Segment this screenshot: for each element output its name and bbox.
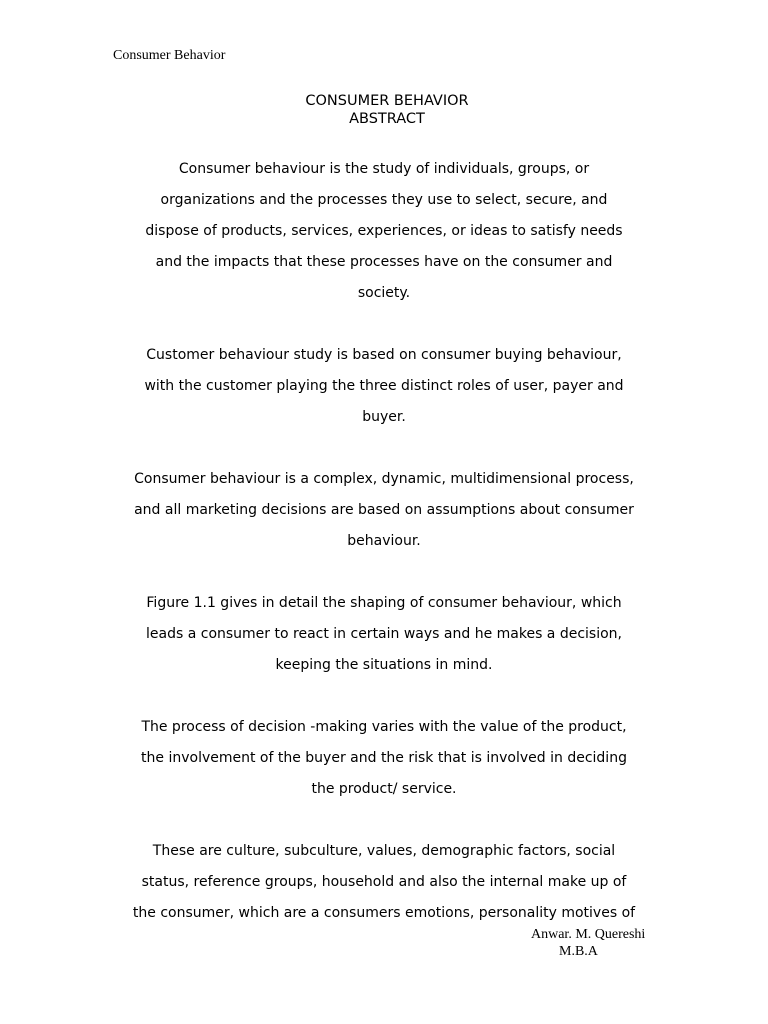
paragraph-5 (100, 712, 668, 805)
title-line-1: CONSUMER BEHAVIOR (305, 93, 469, 109)
paragraph-1 (100, 154, 668, 309)
text-line: the involvement of the buyer and the risk that is involved in deciding (141, 750, 627, 766)
paragraph-6 (100, 836, 668, 924)
footer-degree: M.B.A (559, 944, 598, 959)
paragraph-4 (100, 588, 668, 681)
paragraph-3 (100, 464, 668, 557)
text-line: The process of decision -making varies with the value of the product, (141, 719, 627, 735)
running-header: Consumer Behavior (113, 48, 226, 63)
paragraph-2 (100, 340, 668, 433)
text-line: Consumer behaviour is the study of individuals, groups, or (178, 161, 590, 177)
text-line: and the impacts that these processes have on the consumer and (155, 254, 613, 270)
text-line: with the customer playing the three distinct roles of user, payer and (144, 378, 624, 394)
page-footer (531, 926, 645, 960)
text-line: Customer behaviour study is based on consumer buying behaviour, (146, 347, 622, 363)
text-line: the consumer, which are a consumers emotions, personality motives of (132, 905, 636, 921)
text-line: keeping the situations in mind. (275, 657, 493, 673)
footer-author: Anwar. M. Quereshi (531, 927, 646, 942)
text-line: These are culture, subculture, values, demographic factors, social (152, 843, 616, 859)
text-line: dispose of products, services, experiences, or ideas to satisfy needs (145, 223, 623, 239)
text-line: Figure 1.1 gives in detail the shaping of consumer behaviour, which (146, 595, 622, 611)
text-line: leads a consumer to react in certain ways and he makes a decision, (146, 626, 622, 642)
text-line: status, reference groups, household and also the internal make up of (141, 874, 627, 890)
text-line: behaviour. (347, 533, 421, 549)
text-line: society. (357, 285, 411, 301)
document-title (0, 93, 768, 128)
title-line-2: ABSTRACT (349, 110, 425, 127)
text-line: the product/ service. (311, 781, 457, 797)
text-line: and all marketing decisions are based on assumptions about consumer (134, 502, 634, 518)
text-line: Consumer behaviour is a complex, dynamic, multidimensional process, (134, 471, 634, 487)
text-line: organizations and the processes they use to select, secure, and (160, 192, 608, 208)
abstract-body (100, 154, 668, 924)
text-line: buyer. (362, 409, 406, 425)
